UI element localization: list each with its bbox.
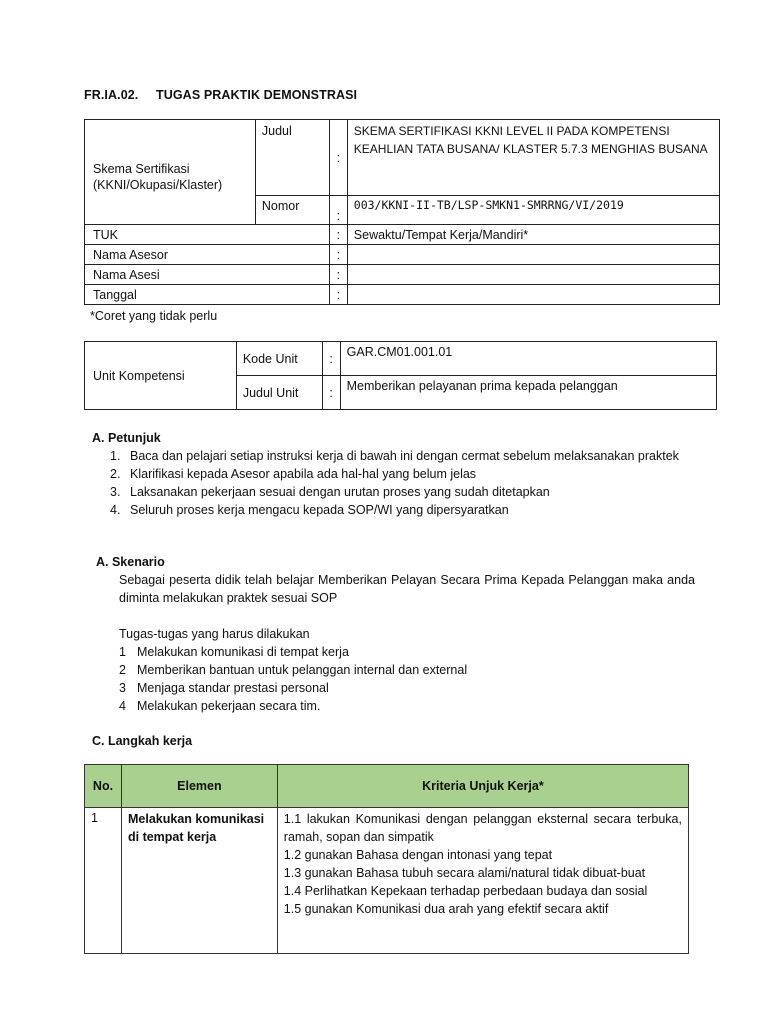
- tuk-value: Sewaktu/Tempat Kerja/Mandiri*: [347, 225, 719, 245]
- unit-label: Unit Kompetensi: [85, 342, 237, 410]
- form-title: TUGAS PRAKTIK DEMONSTRASI: [156, 88, 358, 102]
- tanggal-value[interactable]: [347, 285, 719, 305]
- table-row: [85, 808, 689, 954]
- list-item: 3. Laksanakan pekerjaan sesuai dengan urutan proses yang sudah ditetapkan: [110, 485, 550, 499]
- asesor-value[interactable]: [347, 245, 719, 265]
- col-no-header: No.: [85, 765, 122, 808]
- petunjuk-heading: A. Petunjuk: [92, 431, 161, 445]
- document-title: [84, 88, 357, 102]
- list-item: 2. Klarifikasi kepada Asesor apabila ada hal-hal yang belum jelas: [110, 467, 477, 481]
- skema-label: Skema Sertifikasi (KKNI/Okupasi/Klaster): [85, 120, 256, 225]
- list-item: 3 Menjaga standar prestasi personal: [119, 681, 329, 695]
- strike-note: *Coret yang tidak perlu: [90, 309, 218, 323]
- petunjuk-list: [92, 447, 695, 519]
- skenario-text: Sebagai peserta didik telah belajar Memberikan Pelayan Secara Prima Kepada Pelanggan maka anda diminta melakukan praktek sesuai SOP: [119, 573, 695, 605]
- list-item: 4. Seluruh proses kerja mengacu kepada SOP/WI yang dipersyaratkan: [110, 503, 509, 517]
- kuk-item: 1.3 gunakan Bahasa tubuh secara alami/natural tidak dibuat-buat: [283, 866, 646, 880]
- list-item: 1 Melakukan komunikasi di tempat kerja: [119, 645, 349, 659]
- langkah-kerja-table: [84, 764, 689, 954]
- skenario-section: [96, 553, 695, 715]
- petunjuk-section: [92, 429, 695, 519]
- list-item: 1. Baca dan pelajari setiap instruksi kerja di bawah ini dengan cermat sebelum melaksanakan praktek: [110, 449, 679, 463]
- kode-value: GAR.CM01.001.01: [340, 342, 716, 376]
- judul-unit-label: Judul Unit: [236, 376, 322, 410]
- unit-table: [84, 341, 717, 410]
- asesi-colon: :: [329, 265, 347, 285]
- asesi-label: Nama Asesi: [85, 265, 330, 285]
- tanggal-label: Tanggal: [85, 285, 330, 305]
- tuk-label: TUK: [85, 225, 330, 245]
- tasks-list: [96, 643, 695, 715]
- kode-colon: :: [322, 342, 340, 376]
- kuk-item: 1.5 gunakan Komunikasi dua arah yang efektif secara aktif: [283, 902, 609, 916]
- list-item: 2 Memberikan bantuan untuk pelanggan internal dan external: [119, 663, 468, 677]
- col-elemen-header: Elemen: [121, 765, 277, 808]
- judul-value: SKEMA SERTIFIKASI KKNI LEVEL II PADA KOMPETENSI KEAHLIAN TATA BUSANA/ KLASTER 5.7.3 MENGHIAS BUSANA: [347, 120, 719, 196]
- judul-colon: :: [329, 120, 347, 196]
- judul-label: Judul: [255, 120, 329, 196]
- tanggal-colon: :: [329, 285, 347, 305]
- judul-unit-colon: :: [322, 376, 340, 410]
- nomor-label: Nomor: [255, 196, 329, 225]
- kuk-item: 1.4 Perlihatkan Kepekaan terhadap perbedaan budaya dan sosial: [283, 884, 648, 898]
- kuk-item: 1.1 lakukan Komunikasi dengan pelanggan eksternal secara terbuka, ramah, sopan dan simpatik: [283, 812, 682, 844]
- asesi-value[interactable]: [347, 265, 719, 285]
- langkah-heading: C. Langkah kerja: [92, 734, 193, 748]
- row-elemen: Melakukan komunikasi di tempat kerja: [121, 808, 277, 954]
- judul-unit-value: Memberikan pelayanan prima kepada pelanggan: [340, 376, 716, 410]
- tasks-heading: Tugas-tugas yang harus dilakukan: [119, 627, 310, 641]
- tuk-colon: :: [329, 225, 347, 245]
- nomor-value: 003/KKNI-II-TB/LSP-SMKN1-SMRRNG/VI/2019: [347, 196, 719, 225]
- col-kuk-header: Kriteria Unjuk Kerja*: [277, 765, 688, 808]
- kuk-item: 1.2 gunakan Bahasa dengan intonasi yang tepat: [283, 848, 553, 862]
- asesor-label: Nama Asesor: [85, 245, 330, 265]
- row-no: 1: [85, 808, 122, 954]
- kode-label: Kode Unit: [236, 342, 322, 376]
- list-item: 4 Melakukan pekerjaan secara tim.: [119, 699, 321, 713]
- skenario-heading: A. Skenario: [96, 555, 165, 569]
- row-kuk: [277, 808, 688, 954]
- nomor-colon: :: [329, 196, 347, 225]
- asesor-colon: :: [329, 245, 347, 265]
- scheme-info-table: [84, 119, 720, 305]
- form-code: FR.IA.02.: [84, 88, 139, 102]
